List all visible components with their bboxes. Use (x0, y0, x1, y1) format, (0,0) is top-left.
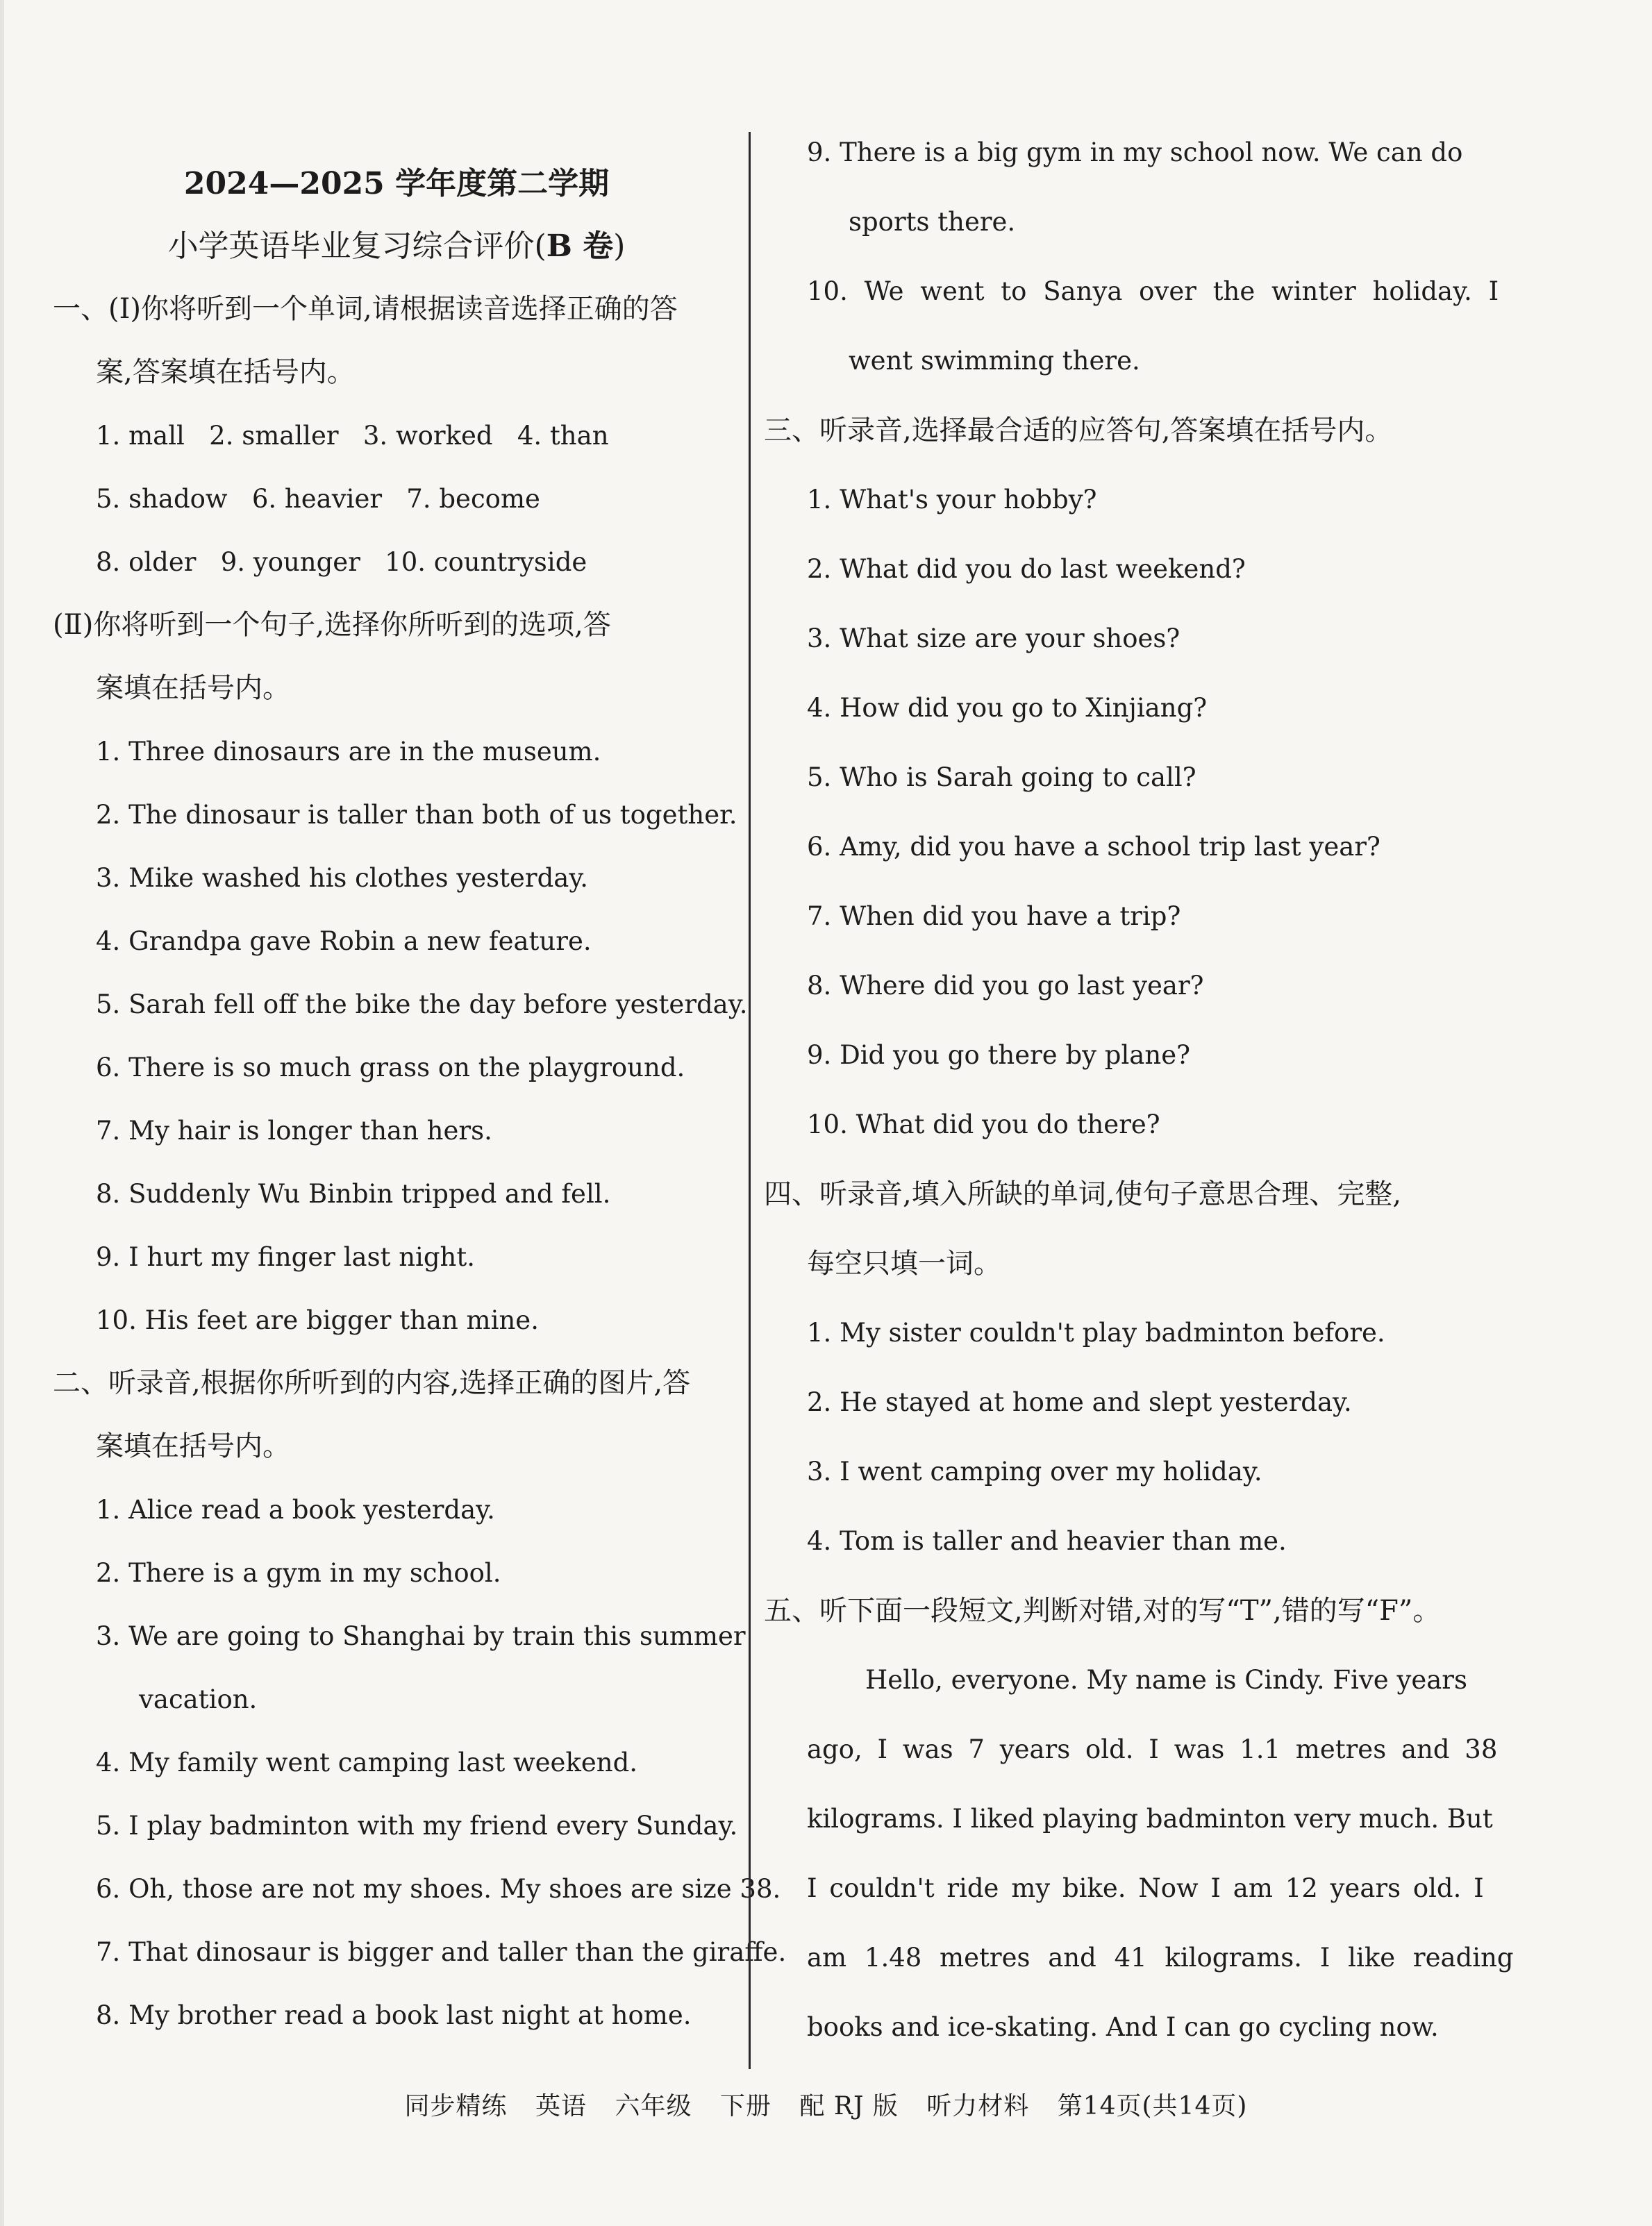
passage-line: kilograms. I liked playing badminton very much. But (807, 1804, 1493, 1834)
list-item-continuation: sports there. (849, 207, 1016, 237)
footer-volume: 下册 (719, 2092, 771, 2120)
column-divider (749, 132, 751, 2069)
section-1-heading-line1: 一、(Ⅰ)你将听到一个单词,请根据读音选择正确的答 (53, 293, 678, 325)
footer-page-number: 第14页(共14页) (1057, 2092, 1248, 2120)
word-line: 8. older 9. younger 10. countryside (96, 547, 587, 577)
list-item: 8. Suddenly Wu Binbin tripped and fell. (96, 1179, 611, 1209)
passage-line: I couldn't ride my bike. Now I am 12 years old. I (807, 1873, 1484, 1903)
section-4-heading-line2: 每空只填一词。 (807, 1248, 1001, 1280)
section-2-heading-line1: 二、听录音,根据你所听到的内容,选择正确的图片,答 (53, 1367, 691, 1399)
list-item-continuation: vacation. (139, 1684, 258, 1714)
list-item: 9. Did you go there by plane? (807, 1040, 1190, 1070)
list-item: 10. What did you do there? (807, 1110, 1160, 1139)
passage-line: Hello, everyone. My name is Cindy. Five years (865, 1665, 1467, 1695)
section-5-heading: 五、听下面一段短文,判断对错,对的写“T”,错的写“F”。 (764, 1595, 1441, 1627)
section-1-heading (53, 278, 740, 404)
list-item: 1. What's your hobby? (807, 485, 1097, 514)
list-item: 5. Sarah fell off the bike the day before yesterday. (96, 989, 748, 1019)
list-item: 2. There is a gym in my school. (96, 1558, 501, 1588)
list-item: 7. When did you have a trip? (807, 901, 1181, 931)
passage-line: ago, I was 7 years old. I was 1.1 metres and 38 (807, 1734, 1498, 1764)
footer-grade: 六年级 (615, 2092, 692, 2120)
passage-line: books and ice-skating. And I can go cycling now. (807, 2012, 1439, 2042)
section-1-subheading (53, 594, 740, 720)
list-item-continuation: went swimming there. (849, 346, 1140, 376)
section-1-subheading-line1: (Ⅱ)你将听到一个句子,选择你所听到的选项,答 (53, 609, 611, 641)
list-item: 4. My family went camping last weekend. (96, 1748, 638, 1777)
list-item: 3. What size are your shoes? (807, 624, 1180, 653)
list-item: 3. Mike washed his clothes yesterday. (96, 863, 589, 893)
word-line: 5. shadow 6. heavier 7. become (96, 484, 540, 514)
section-4-heading (764, 1160, 1458, 1298)
list-item: 4. Tom is taller and heavier than me. (807, 1526, 1287, 1556)
list-item: 7. That dinosaur is bigger and taller than the giraffe. (96, 1937, 787, 1967)
list-item: 5. Who is Sarah going to call? (807, 762, 1196, 792)
list-item: 9. I hurt my finger last night. (96, 1242, 476, 1272)
page-title: 2024—2025 学年度第二学期 (183, 166, 610, 201)
page-subtitle (53, 215, 740, 278)
section-1-heading-line2: 案,答案填在括号内。 (96, 356, 355, 388)
list-item: 1. My sister couldn't play badminton before. (807, 1318, 1385, 1348)
footer-material: 听力材料 (926, 2092, 1030, 2120)
section-4-heading-line1: 四、听录音,填入所缺的单词,使句子意思合理、完整, (764, 1178, 1402, 1210)
section-3-heading: 三、听录音,选择最合适的应答句,答案填在括号内。 (764, 415, 1393, 446)
list-item: 3. We are going to Shanghai by train this summer (96, 1621, 746, 1651)
list-item: 4. How did you go to Xinjiang? (807, 693, 1208, 723)
list-item: 2. What did you do last weekend? (807, 554, 1246, 584)
word-line: 1. mall 2. smaller 3. worked 4. than (96, 421, 609, 451)
list-item: 1. Alice read a book yesterday. (96, 1495, 495, 1525)
section-2-heading (53, 1352, 740, 1478)
subtitle-paper-label: B 卷 (546, 228, 614, 264)
list-item: 2. The dinosaur is taller than both of us together. (96, 800, 737, 830)
list-item: 3. I went camping over my holiday. (807, 1457, 1262, 1487)
footer-series: 同步精练 (404, 2092, 508, 2120)
list-item: 6. Amy, did you have a school trip last year? (807, 832, 1380, 862)
subtitle-suffix: ) (613, 228, 626, 264)
page-footer (0, 2086, 1652, 2122)
list-item: 4. Grandpa gave Robin a new feature. (96, 926, 592, 956)
footer-subject: 英语 (535, 2092, 587, 2120)
list-item: 9. There is a big gym in my school now. We can do (807, 137, 1463, 167)
footer-edition: 配 RJ 版 (799, 2092, 899, 2120)
right-column (764, 118, 1514, 2062)
list-item: 2. He stayed at home and slept yesterday. (807, 1387, 1352, 1417)
subtitle-prefix: 小学英语毕业复习综合评价( (167, 228, 547, 264)
passage-line: am 1.48 metres and 41 kilograms. I like reading (807, 1943, 1514, 1973)
section-1-subheading-line2: 案填在括号内。 (96, 672, 290, 704)
list-item: 6. Oh, those are not my shoes. My shoes are size 38. (96, 1874, 781, 1904)
list-item: 6. There is so much grass on the playground. (96, 1053, 685, 1082)
list-item: 10. His feet are bigger than mine. (96, 1305, 539, 1335)
list-item: 10. We went to Sanya over the winter holiday. I (807, 276, 1499, 306)
list-item: 7. My hair is longer than hers. (96, 1116, 492, 1146)
list-item: 5. I play badminton with my friend every Sunday. (96, 1811, 738, 1841)
list-item: 1. Three dinosaurs are in the museum. (96, 737, 601, 767)
list-item: 8. My brother read a book last night at home. (96, 2000, 692, 2030)
list-item: 8. Where did you go last year? (807, 971, 1204, 1001)
section-2-heading-line2: 案填在括号内。 (96, 1430, 290, 1462)
left-column (53, 139, 787, 2047)
